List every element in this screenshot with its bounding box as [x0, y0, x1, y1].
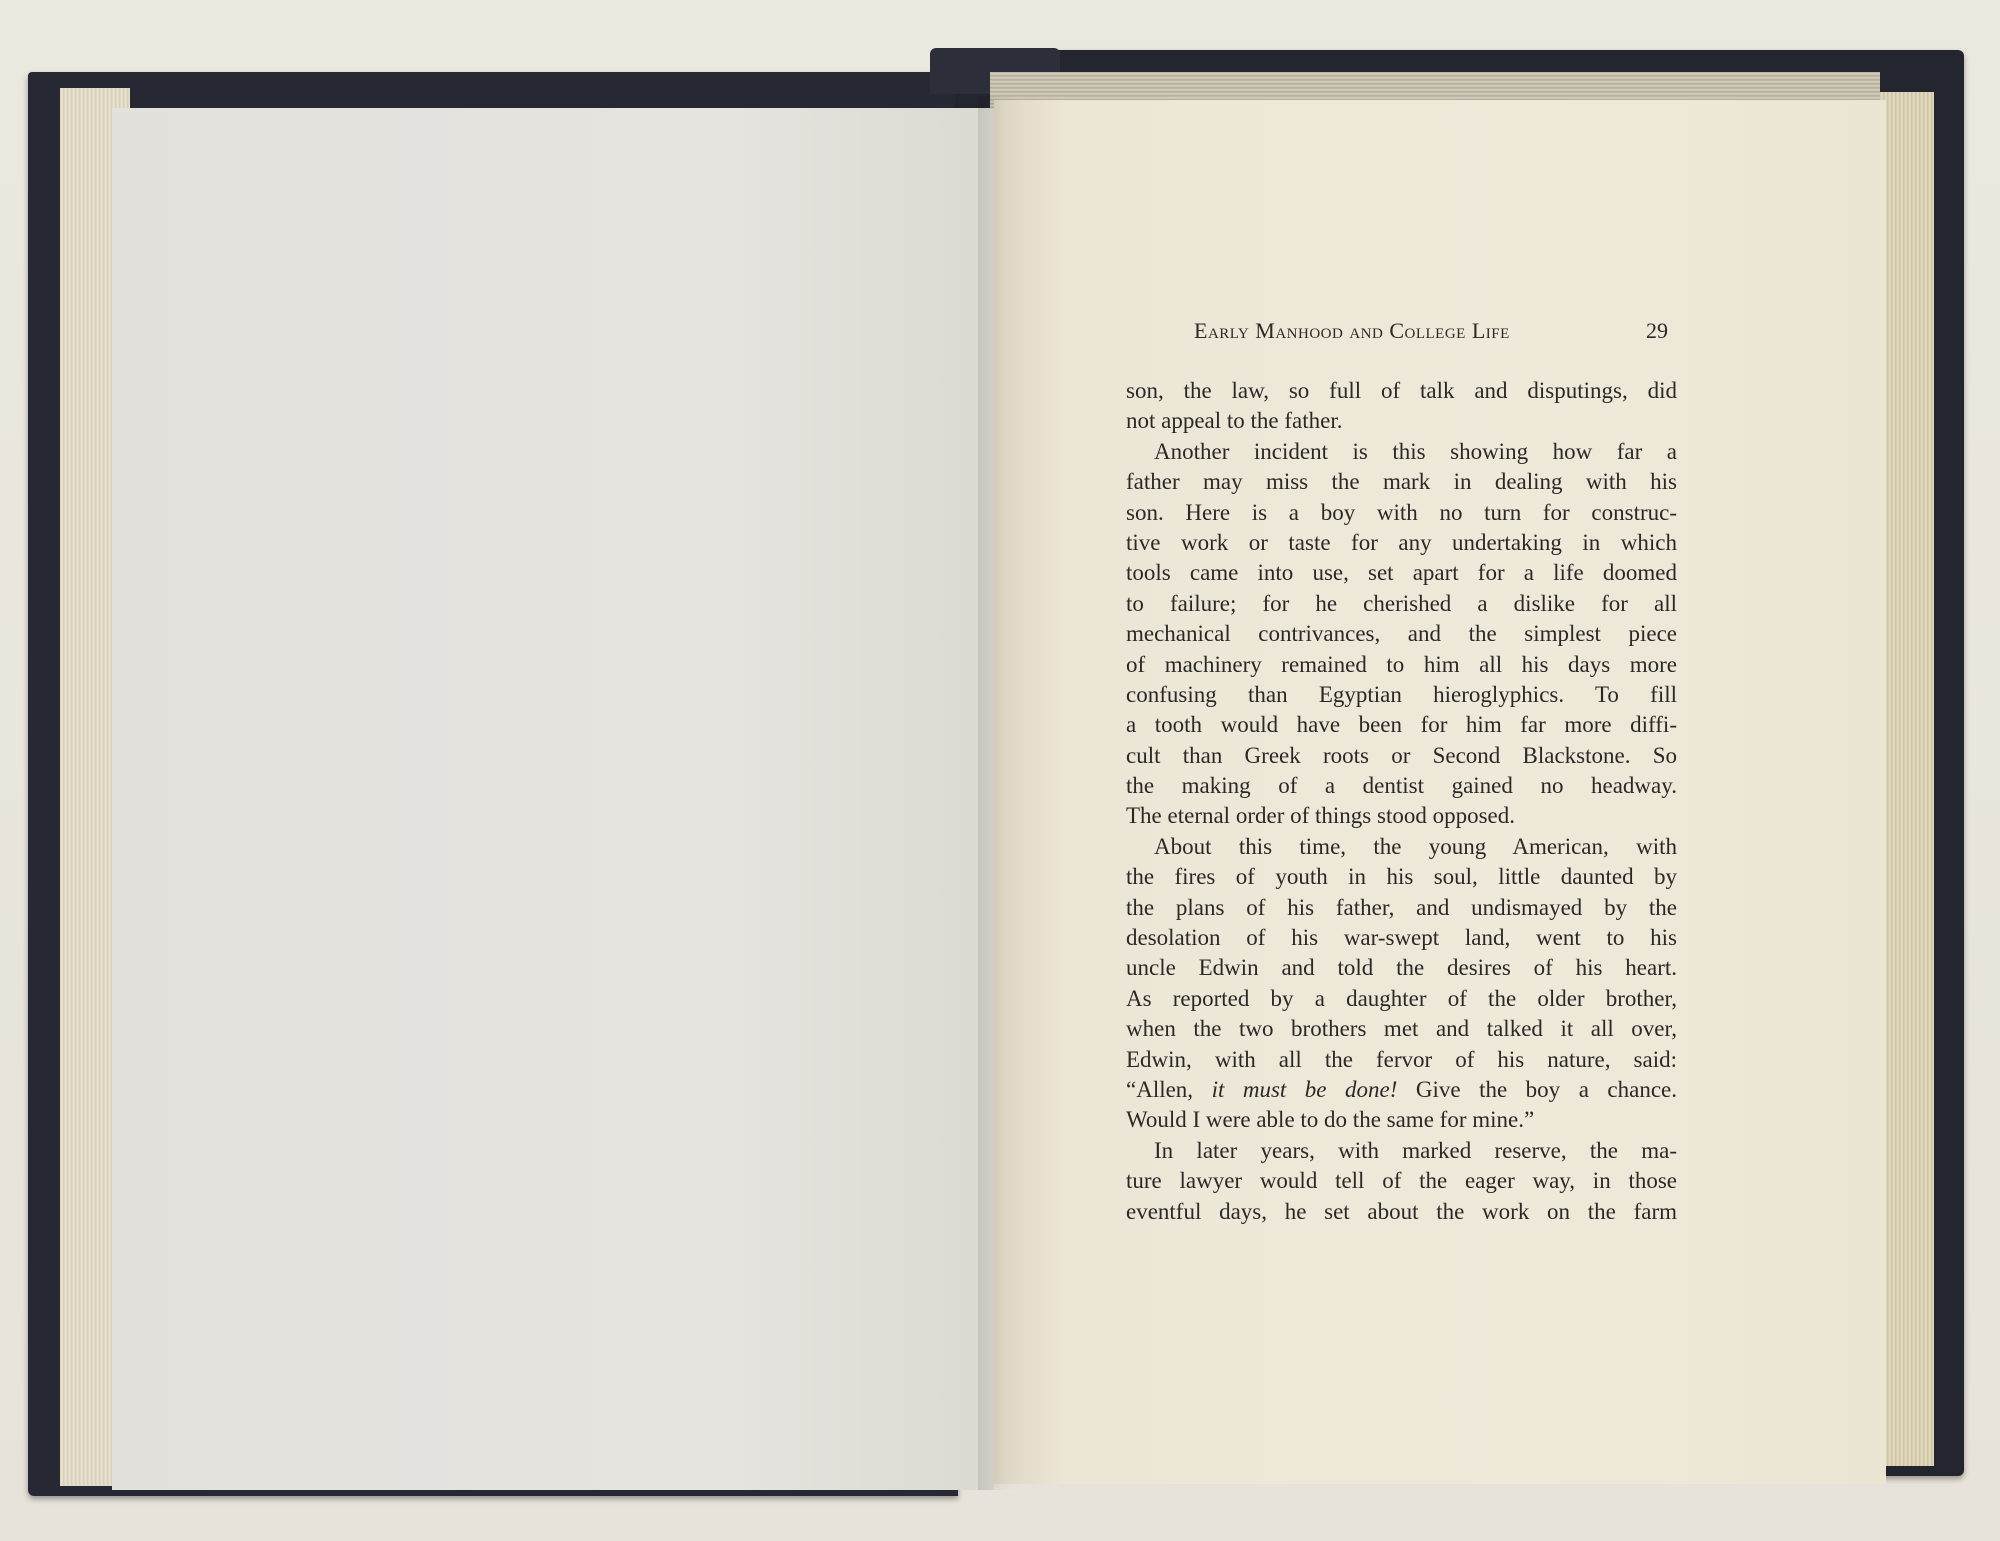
- text-line: the plans of his father, and undismayed by the: [1126, 894, 1677, 920]
- text-line: when the two brothers met and talked it all over,: [1126, 1016, 1677, 1042]
- page-number: 29: [1646, 318, 1668, 343]
- text-line: Another incident is this showing how far a: [1154, 438, 1677, 464]
- running-head: Early Manhood and College Life: [1194, 318, 1510, 343]
- text-line: of machinery remained to him all his days more: [1126, 651, 1677, 677]
- body-text: [1126, 376, 1677, 1227]
- text-line: About this time, the young American, with: [1154, 833, 1677, 859]
- book-gutter-shadow: [978, 96, 1018, 1490]
- text-line: The eternal order of things stood opposed.: [1126, 803, 1515, 829]
- text-line: desolation of his war-swept land, went to his: [1126, 925, 1677, 951]
- text-line: tools came into use, set apart for a life doomed: [1126, 560, 1677, 586]
- text-line: the making of a dentist gained no headway.: [1126, 773, 1677, 799]
- text-line: a tooth would have been for him far more diffi-: [1126, 712, 1677, 738]
- text-line: cult than Greek roots or Second Blackstone. So: [1126, 742, 1677, 768]
- text-line: the fires of youth in his soul, little daunted by: [1126, 864, 1677, 890]
- text-line: In later years, with marked reserve, the ma-: [1154, 1137, 1677, 1163]
- text-line: Would I were able to do the same for mine.”: [1126, 1107, 1535, 1133]
- text-line: uncle Edwin and told the desires of his heart.: [1126, 955, 1677, 981]
- text-line: to failure; for he cherished a dislike for all: [1126, 590, 1677, 616]
- page-edges-right: [1880, 92, 1934, 1466]
- text-line: son. Here is a boy with no turn for construc-: [1126, 499, 1677, 525]
- text-line: As reported by a daughter of the older brother,: [1126, 985, 1677, 1011]
- text-line: not appeal to the father.: [1126, 408, 1343, 434]
- quote-emphasis: it must be done!: [1211, 1076, 1398, 1102]
- text-line: tive work or taste for any undertaking in which: [1126, 529, 1677, 555]
- quote-line: [1126, 1075, 1677, 1105]
- text-line: eventful days, he set about the work on the farm: [1126, 1198, 1677, 1224]
- text-line: son, the law, so full of talk and disputings, did: [1126, 378, 1677, 403]
- text-line: Edwin, with all the fervor of his nature, said:: [1126, 1046, 1677, 1072]
- text-line: ture lawyer would tell of the eager way, in those: [1126, 1168, 1677, 1194]
- blank-left-page: [112, 108, 994, 1490]
- text-line: confusing than Egyptian hieroglyphics. To fill: [1126, 681, 1677, 707]
- quote-after: Give the boy a chance.: [1397, 1076, 1677, 1102]
- text-line: mechanical contrivances, and the simplest piece: [1126, 621, 1677, 647]
- text-line: father may miss the mark in dealing with his: [1126, 469, 1677, 495]
- quote-before: “Allen,: [1126, 1076, 1212, 1102]
